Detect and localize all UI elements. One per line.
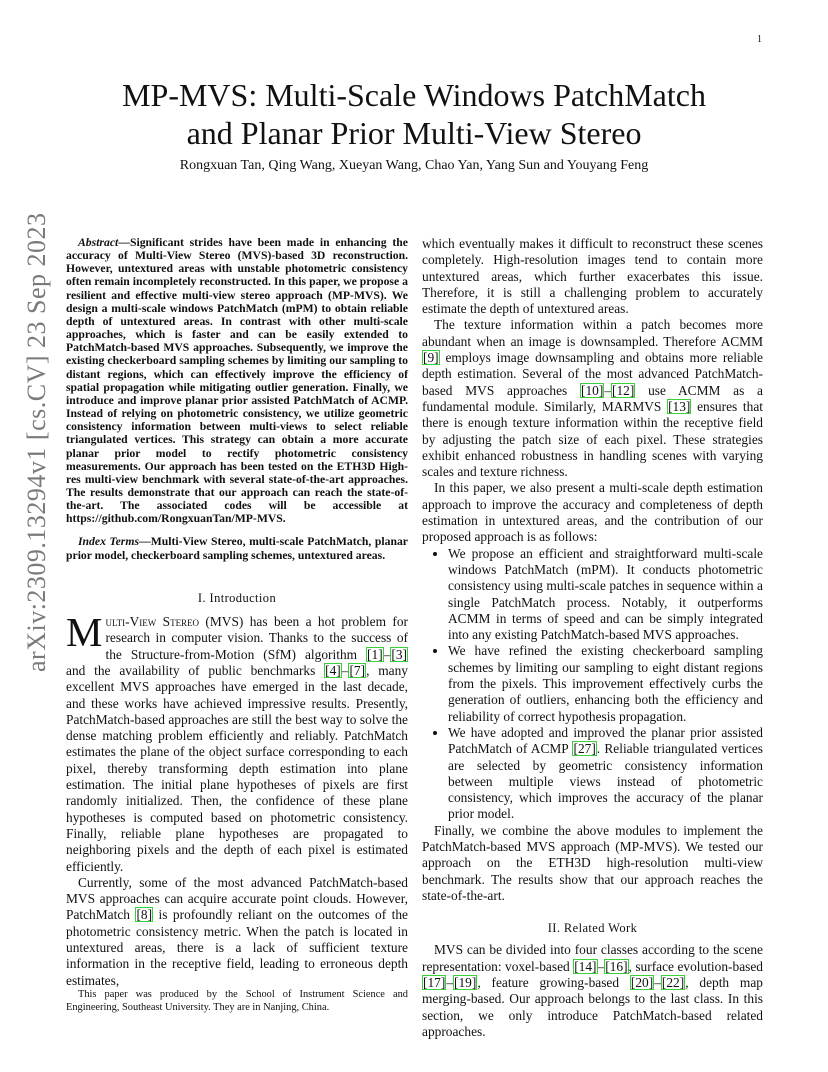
citation-link[interactable]: [27]	[573, 741, 596, 757]
citation-link[interactable]: [12]	[612, 382, 635, 398]
right-paragraph-2: The texture information within a patch becomes more abundant when an image is downsampled. Therefore ACMM [9] employs image downsampling and obtains more reliable depth estimation. Several of the most advanced PatchMatch-based MVS approaches [10]–[12] use ACMM as a fundamental module. Similarly, MARMVS [13] ensures that there is enough texture information within the receptive field by adjusting the patch size of each pixel. These strategies exhibit enhanced robustness in handling scenes with varying scales and texture richness.	[422, 317, 764, 480]
authors: Rongxuan Tan, Qing Wang, Xueyan Wang, Chao Yan, Yang Sun and Youyang Feng	[179, 158, 649, 173]
right-paragraph-1: which eventually makes it difficult to reconstruct these scenes completely. High-resolution images tend to contain more untextured areas, which further exacerbates this issue. Therefore, it is still a challenging problem to accurately estimate the depth of untextured areas.	[422, 236, 763, 317]
citation-link[interactable]: [16]	[605, 958, 628, 974]
drop-cap: M	[66, 609, 103, 656]
citation-link[interactable]: [14]	[574, 958, 597, 974]
citation-link[interactable]: [22]	[661, 975, 685, 991]
list-item: • We propose an efficient and straightforward multi-scale windows PatchMatch (mPM). It conducts photometric consistency using multi-scale patches in sequence within a single PatchMatch process. Notably, it outperforms ACMM in terms of speed and can be simply integrated into any existing PatchMatch-based MVS approaches.	[448, 546, 763, 644]
citation-link[interactable]: [19]	[454, 975, 477, 991]
citation-link[interactable]: [10]	[581, 382, 604, 398]
title-line-1: MP-MVS: Multi-Scale Windows PatchMatch	[122, 77, 706, 113]
intro-paragraph-1: Multi-View Stereo (MVS) has been a hot problem for research in computer vision. Thanks to the success of the Structure-from-Motion (SfM) algorithm [1]–[3] and the availability of public benchmarks [4]–[7], many excellent MVS approaches have emerged in the last decade, and these works have achieved impressive results. Presently, PatchMatch-based approaches are still the best way to solve the dense matching problem efficiently and reliably. PatchMatch estimates the plane of the object surface corresponding to each pixel, thereby transforming depth estimation into plane estimation. The initial plane hypotheses of pixels are first randomly initialized. Then, the confidence of these plane hypotheses is computed based on photometric consistency. Finally, reliable plane hypotheses are propagated to neighboring pixels and the depth of each pixel is estimated efficiently.	[66, 609, 408, 874]
citation-link[interactable]: [20]	[630, 975, 654, 991]
intro-lead: ulti-View Stereo (MVS)	[105, 614, 244, 630]
citation-link[interactable]: [3]	[391, 646, 407, 662]
paper-title	[80, 76, 748, 152]
citation-link[interactable]: [1]	[367, 646, 383, 662]
list-item: • We have refined the existing checkerboard sampling schemes by limiting our sampling to eight distant regions from the pixels. This improvement effectively curbs the generation of outliers, enhancing both the efficiency and reliability of correct hypothesis propagation.	[448, 643, 763, 724]
section-heading-related-work: II. Related Work	[547, 921, 638, 936]
contribution-list	[422, 546, 763, 823]
abstract-label: Abstract	[78, 236, 119, 249]
title-line-2: and Planar Prior Multi-View Stereo	[186, 115, 642, 151]
list-item: • We have adopted and improved the planar prior assisted PatchMatch of ACMP [27]. Reliable triangulated vertices are selected by geometric consistency information between multiple views instead of photometric consistency, which improves the accuracy of the planar prior model.	[448, 725, 763, 823]
citation-link[interactable]: [8]	[136, 907, 153, 923]
index-terms-text: —Multi-View Stereo, multi-scale PatchMatch, planar prior model, checkerboard sampling schemes, untextured areas.	[66, 535, 408, 562]
citation-link[interactable]: [7]	[349, 662, 366, 678]
right-paragraph-4: Finally, we combine the above modules to implement the PatchMatch-based MVS approach (MP-MVS). We tested our approach on the ETH3D high-resolution multi-view benchmark. The results show that our approach reaches the state-of-the-art.	[422, 822, 763, 903]
index-terms	[66, 535, 408, 561]
abstract	[66, 236, 408, 525]
footnote: This paper was produced by the School of Instrument Science and Engineering, Southeast University. They are in Nanjing, China.	[66, 989, 408, 1013]
right-paragraph-3: In this paper, we also present a multi-scale depth estimation approach to improve the accuracy and completeness of depth estimation in untextured areas, and the contribution of our proposed approach is as follows:	[422, 480, 763, 545]
citation-link[interactable]: [13]	[668, 398, 691, 414]
left-column	[66, 236, 408, 989]
intro-paragraph-2: Currently, some of the most advanced PatchMatch-based MVS approaches can acquire accurate point clouds. However, PatchMatch [8] is profoundly reliant on the outcomes of the photometric consistency metric. When the patch is located in untextured areas, there is a lack of sufficient texture information in the receptive field, leading to erroneous depth estimates,	[66, 874, 408, 988]
index-terms-label: Index Terms	[78, 535, 139, 549]
section-heading-introduction: I. Introduction	[197, 590, 277, 605]
citation-link[interactable]: [9]	[423, 350, 439, 366]
arxiv-stamp[interactable]: arXiv:2309.13294v1 [cs.CV] 23 Sep 2023	[22, 212, 51, 672]
abstract-text: —Significant strides have been made in enhancing the accuracy of Multi-View Stereo (MVS)-based 3D reconstruction. However, untextured areas with unstable photometric consistency often remain incompletely reconstructed. In this paper, we propose a resilient and effective multi-view stereo approach (MP-MVS). We design a multi-scale windows PatchMatch (mPM) to obtain reliable depth of untextured areas. In contrast with other multi-scale approaches, which is faster and can be easily extended to PatchMatch-based MVS approaches. Subsequently, we improve the existing checkerboard sampling schemes by limiting our sampling to distant regions, which can effectively improve the efficiency of spatial propagation while mitigating outlier generation. Finally, we introduce and improve planar prior assisted PatchMatch of ACMP. Instead of relying on photometric consistency, we utilize geometric consistency information between multi-views to select reliable triangulated vertices. This strategy can obtain a more accurate planar prior model to rectify photometric consistency measurements. Our approach has been tested on the ETH3D High-res multi-view benchmark with several state-of-the-art approaches. The results demonstrate that our approach can reach the state-of-the-art. The associated codes will be accessible at https://github.com/RongxuanTan/MP-MVS.	[66, 236, 408, 526]
right-column	[422, 236, 763, 1040]
related-work-paragraph: MVS can be divided into four classes according to the scene representation: voxel-based [14]–[16], surface evolution-based [17]–[19], feature growing-based [20]–[22], depth map merging-based. Our approach belongs to the last class. In this section, we only introduce PatchMatch-based related approaches.	[422, 942, 763, 1039]
page-number: 1	[757, 34, 762, 45]
citation-link[interactable]: [17]	[423, 975, 446, 991]
citation-link[interactable]: [4]	[325, 662, 341, 678]
